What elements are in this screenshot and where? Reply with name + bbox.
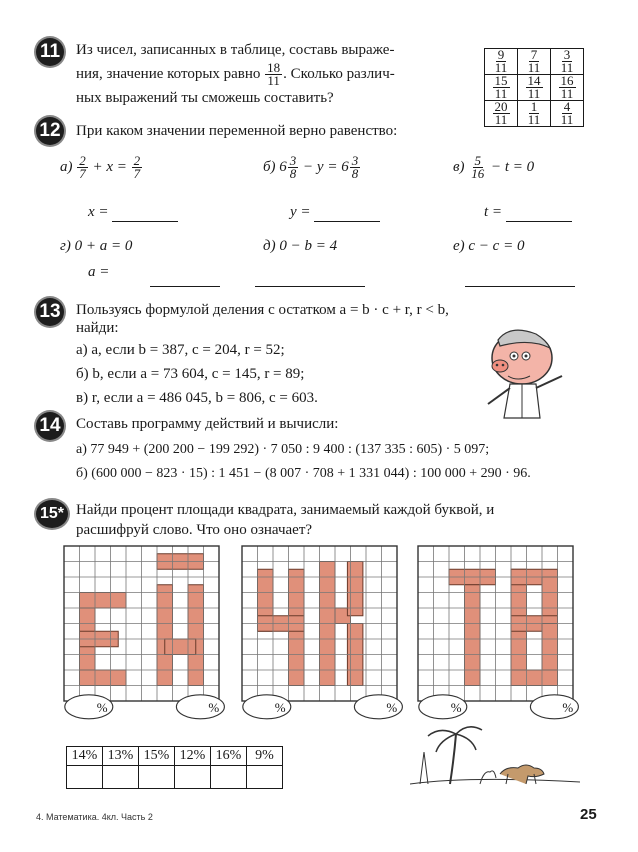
- letter-Й: [157, 554, 204, 686]
- label: в): [453, 158, 465, 175]
- cell-denominator: 11: [494, 86, 508, 101]
- letter-part: [511, 670, 558, 686]
- cell-denominator: 11: [560, 112, 574, 127]
- n: 2: [133, 153, 141, 168]
- cell-numerator: 20: [494, 99, 508, 114]
- label: е): [453, 238, 465, 254]
- task-14-b: б) (600 000 − 823 · 15) : 1 451 − (8 007 · 708 + 1 331 044) : 100 000 + 290 · 96.: [76, 466, 531, 481]
- frac-den: 11: [267, 73, 280, 88]
- task-13-line-1: Пользуясь формулой деления с остатком a = b · c + r, r < b,: [76, 302, 449, 318]
- page-number: 25: [580, 806, 597, 823]
- cell-denominator: 11: [560, 86, 574, 101]
- n: 3: [351, 153, 359, 168]
- answer-letter-cell[interactable]: [211, 766, 247, 789]
- task-12-text: При каком значении переменной верно равенство:: [76, 123, 398, 139]
- letter-grid-3: [418, 546, 578, 719]
- task-12-number-text: 12: [39, 120, 61, 141]
- answer-letter-cell[interactable]: [67, 766, 103, 789]
- n: 3: [289, 153, 297, 168]
- cell-denominator: 11: [527, 112, 541, 127]
- letter-part: [80, 670, 127, 686]
- task-11-line-2a: ния, значение которых равно: [76, 65, 261, 82]
- answer-letter-cell[interactable]: [103, 766, 139, 789]
- letter-У: [258, 569, 305, 685]
- d: 16: [471, 166, 485, 181]
- cell-denominator: 11: [560, 60, 574, 75]
- task-13-b: б) b, если a = 73 604, c = 145, r = 89;: [76, 366, 305, 382]
- label: б): [263, 158, 276, 175]
- cell-numerator: 16: [560, 73, 574, 88]
- d: 7: [133, 166, 141, 181]
- task-13-line-2: найди:: [76, 320, 119, 336]
- task-13-a: а) a, если b = 387, c = 204, r = 52;: [76, 342, 285, 358]
- percent-table-row: [67, 747, 283, 766]
- percent-oval-label: %: [274, 699, 286, 715]
- percent-cell: 9%: [247, 747, 283, 766]
- percent-oval-label: %: [450, 699, 462, 715]
- cell-numerator: 4: [563, 99, 571, 114]
- frac-num: 18: [267, 60, 281, 75]
- answer-label: x =: [88, 204, 109, 220]
- task-14-number-text: 14: [39, 415, 61, 436]
- task-11-line-2b: . Сколько различ-: [283, 65, 395, 82]
- cell-numerator: 1: [530, 99, 538, 114]
- task-14-a: а) 77 949 + (200 200 − 199 292) · 7 050 : 9 400 : (137 335 : 605) · 5 097;: [76, 442, 490, 457]
- label: д): [263, 238, 276, 254]
- cell-numerator: 15: [494, 73, 508, 88]
- d: 8: [351, 166, 359, 181]
- letter-В: [511, 569, 558, 685]
- percent-cell: 15%: [139, 747, 175, 766]
- answer-letter-cell[interactable]: [139, 766, 175, 789]
- n: 5: [474, 153, 482, 168]
- answer-label: a =: [88, 264, 110, 280]
- letter-part: [80, 593, 127, 609]
- cell-numerator: 14: [527, 73, 541, 88]
- percent-oval-label: %: [208, 699, 220, 715]
- percent-cell: 14%: [67, 747, 103, 766]
- cell-denominator: 11: [527, 60, 541, 75]
- letter-Т: [449, 569, 496, 685]
- percent-oval-label: %: [386, 699, 398, 715]
- task-11-line-1: Из чисел, записанных в таблице, составь выраже-: [76, 42, 395, 58]
- task-11-number-text: 11: [39, 41, 61, 62]
- percent-table-row: [67, 766, 283, 789]
- n: 2: [79, 153, 86, 168]
- cell-numerator: 3: [563, 47, 571, 62]
- eq: c − c = 0: [468, 238, 525, 254]
- percent-cell: 12%: [175, 747, 211, 766]
- task-13-number-text: 13: [39, 301, 61, 322]
- letter-grid-2: [242, 546, 402, 719]
- percent-oval-label: %: [96, 699, 108, 715]
- percent-oval-label: %: [562, 699, 574, 715]
- footer-source: 4. Математика. 4кл. Часть 2: [36, 812, 153, 822]
- answer-letter-cell[interactable]: [247, 766, 283, 789]
- task-13-c: в) r, если a = 486 045, b = 806, c = 603.: [76, 390, 318, 406]
- cell-denominator: 11: [494, 112, 508, 127]
- d: 7: [79, 166, 86, 181]
- eq: 0 + a = 0: [74, 238, 133, 254]
- task-11-line-3: ных выражений ты сможешь составить?: [76, 90, 334, 106]
- cell-numerator: 9: [497, 47, 505, 62]
- task-15-line-2: расшифруй слово. Что оно означает?: [76, 522, 313, 538]
- task-15-line-1: Найди процент площади квадрата, занимаемый каждой буквой, и: [76, 502, 495, 518]
- desert-palm-illustration: [410, 722, 580, 792]
- cell-numerator: 7: [530, 47, 538, 62]
- d: 8: [289, 166, 297, 181]
- percent-cell: 16%: [211, 747, 247, 766]
- task-15-number-text: 15*: [39, 505, 65, 522]
- percent-cell: 13%: [103, 747, 139, 766]
- answer-letter-cell[interactable]: [175, 766, 211, 789]
- eq: 0 − b = 4: [279, 238, 338, 254]
- mid: − t = 0: [491, 158, 535, 175]
- mid: − y = 6: [303, 158, 349, 175]
- answer-label: y =: [290, 204, 311, 220]
- cell-denominator: 11: [494, 60, 508, 75]
- label: г): [60, 238, 71, 254]
- whole: 6: [279, 158, 287, 175]
- mid: + x =: [92, 158, 127, 175]
- letter-part: [165, 639, 196, 655]
- cell-denominator: 11: [527, 86, 541, 101]
- percent-table: [66, 746, 283, 789]
- answer-label: t =: [484, 204, 503, 220]
- letter-grid-1: [64, 546, 224, 719]
- label: а): [60, 158, 73, 175]
- task-14-text: Составь программу действий и вычисли:: [76, 416, 339, 432]
